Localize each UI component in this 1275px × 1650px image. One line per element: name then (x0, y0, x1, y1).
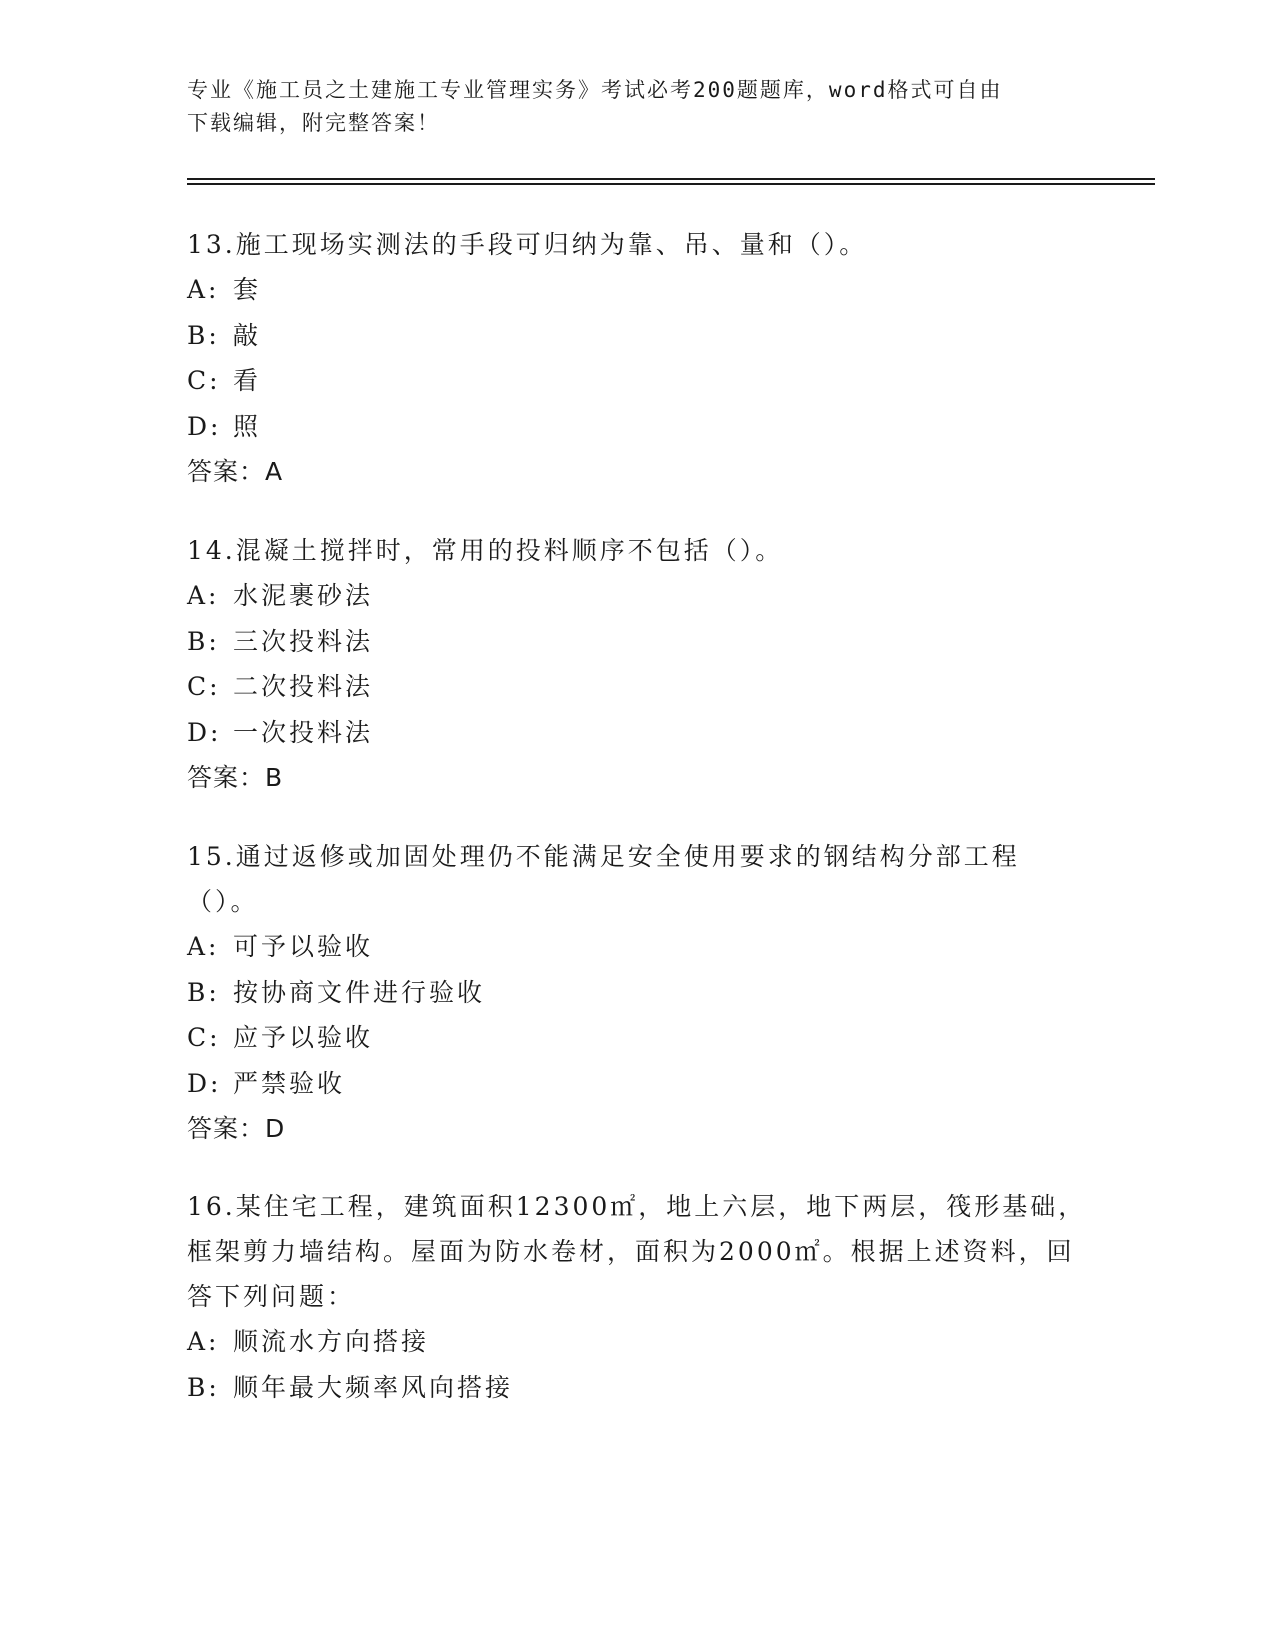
option-text: 水泥裹砂法 (233, 581, 374, 610)
option-label: B: (187, 320, 220, 350)
option-label: C: (187, 672, 221, 701)
question-15 (187, 834, 1087, 1151)
option-a (187, 573, 1087, 619)
option-label: D: (187, 411, 222, 441)
answer: 答案：D (187, 1114, 286, 1143)
document-header (187, 74, 1087, 140)
answer: 答案：B (187, 763, 284, 792)
option-label: C: (187, 1023, 221, 1052)
option-label: B: (187, 626, 220, 656)
option-a (187, 267, 1087, 313)
option-text: 三次投料法 (233, 626, 374, 656)
option-text: 敲 (233, 320, 262, 350)
option-text: 照 (233, 411, 262, 441)
option-text: 严禁验收 (233, 1068, 346, 1098)
option-label: B: (187, 977, 220, 1007)
option-text: 套 (233, 275, 262, 304)
option-text: 可予以验收 (233, 932, 374, 961)
option-text: 一次投料法 (233, 717, 374, 747)
option-text: 看 (233, 366, 262, 395)
option-b (187, 619, 1087, 665)
answer: 答案：A (187, 457, 284, 486)
question-stem: 16.某住宅工程，建筑面积12300㎡，地上六层，地下两层，筏形基础，框架剪力墙结构。屋面为防水卷材，面积为2000㎡。根据上述资料，回答下列问题： (187, 1192, 1087, 1311)
option-b (187, 313, 1087, 359)
option-c (187, 664, 1087, 710)
option-text: 顺流水方向搭接 (233, 1327, 430, 1356)
header-divider-top (187, 178, 1155, 180)
option-text: 按协商文件进行验收 (233, 977, 486, 1007)
question-stem: 13.施工现场实测法的手段可归纳为靠、吊、量和（）。 (187, 230, 868, 259)
option-d (187, 710, 1087, 756)
option-a (187, 924, 1087, 970)
option-label: B: (187, 1372, 220, 1402)
option-c (187, 1015, 1087, 1061)
question-14 (187, 528, 1087, 800)
option-a (187, 1319, 1087, 1365)
option-label: A: (187, 1327, 220, 1356)
option-label: A: (187, 581, 220, 610)
option-text: 顺年最大频率风向搭接 (233, 1372, 514, 1402)
option-text: 二次投料法 (233, 672, 374, 701)
question-stem: 15.通过返修或加固处理仍不能满足安全使用要求的钢结构分部工程（）。 (187, 842, 1020, 916)
question-stem: 14.混凝土搅拌时，常用的投料顺序不包括（）。 (187, 536, 784, 565)
question-13 (187, 222, 1087, 494)
option-b (187, 1365, 1087, 1411)
option-d (187, 404, 1087, 450)
option-label: D: (187, 1068, 222, 1098)
option-label: A: (187, 932, 220, 961)
option-d (187, 1061, 1087, 1107)
header-line-2: 下载编辑，附完整答案！ (187, 111, 440, 135)
option-label: D: (187, 717, 222, 747)
option-c (187, 358, 1087, 404)
option-b (187, 970, 1087, 1016)
question-16 (187, 1184, 1087, 1410)
option-text: 应予以验收 (233, 1023, 374, 1052)
option-label: C: (187, 366, 221, 395)
header-line-1: 专业《施工员之土建施工专业管理实务》考试必考200题题库，word格式可自由 (187, 78, 1003, 102)
header-divider-bottom (187, 183, 1155, 185)
option-label: A: (187, 275, 220, 304)
